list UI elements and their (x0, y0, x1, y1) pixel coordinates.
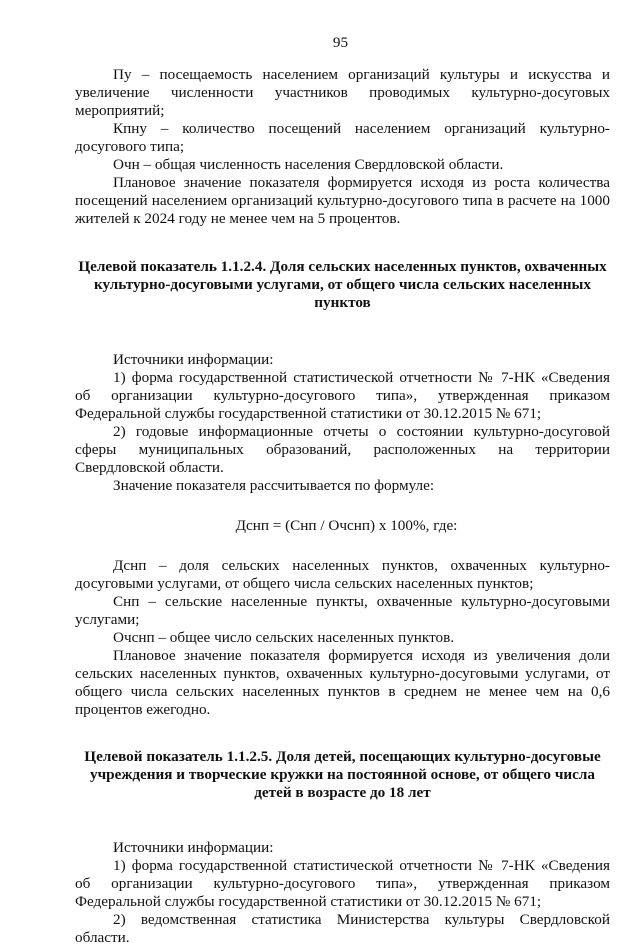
definition-dsnp: Дснп – доля сельских населенных пунктов, охваченных культурно-досуговыми услугами, от общего числа сельских населенных пунктов; (75, 557, 610, 592)
formula: Дснп = (Снп / Очснп) х 100%, где: (235, 517, 458, 534)
plan-paragraph: Плановое значение показателя формируется исходя из увеличения доли сельских населенных пунктов, охваченных культурно-досуговыми услугами, от общего числа сельских населенных пунктов в среднем не менее чем на 0,6 процентов ежегодно. (75, 647, 610, 718)
source-item: 2) ведомственная статистика Министерства культуры Свердловской области. (75, 911, 610, 946)
source-item: 1) форма государственной статистической отчетности № 7-НК «Сведения об организации культурно-досугового типа», утвержденная приказом Федеральной службы государственной статистики от 30.12.2015 № 671; (75, 857, 610, 910)
source-item: 1) форма государственной статистической отчетности № 7-НК «Сведения об организации культурно-досугового типа», утвержденная приказом Федеральной службы государственной статистики от 30.12.2015 № 671; (75, 369, 610, 422)
intro-paragraph-kpnu: Кпну – количество посещений населением организаций культурно-досугового типа; (75, 120, 610, 155)
source-item: 2) годовые информационные отчеты о состоянии культурно-досуговой сферы муниципальных образований, расположенных на территории Свердловской области. (75, 423, 610, 476)
intro-paragraph-pu: Пу – посещаемость населением организаций культуры и искусства и увеличение численности участников проводимых культурно-досуговых мероприятий; (75, 66, 610, 119)
sources-title: Источники информации: (113, 351, 274, 368)
intro-paragraph-plan: Плановое значение показателя формируется исходя из роста количества посещений населением организаций культурно-досугового типа в расчете на 1000 жителей к 2024 году не менее чем на 5 процентов. (75, 174, 610, 227)
formula-intro: Значение показателя рассчитывается по формуле: (113, 477, 435, 494)
definition-ochsnp: Очснп – общее число сельских населенных пунктов. (113, 629, 455, 646)
definition-snp: Снп – сельские населенные пункты, охваченные культурно-досуговыми услугами; (75, 593, 610, 628)
intro-paragraph-ochn: Очн – общая численность населения Свердловской области. (113, 156, 504, 173)
page-number: 95 (332, 34, 349, 51)
sources-title: Источники информации: (113, 839, 274, 856)
section-heading-1-1-2-4: Целевой показатель 1.1.2.4. Доля сельских населенных пунктов, охваченных культурно-досуговыми услугами, от общего числа сельских населенных пунктов (78, 258, 607, 311)
section-heading-1-1-2-5: Целевой показатель 1.1.2.5. Доля детей, посещающих культурно-досуговые учреждения и творческие кружки на постоянной основе, от общего числа детей в возрасте до 18 лет (84, 748, 601, 801)
